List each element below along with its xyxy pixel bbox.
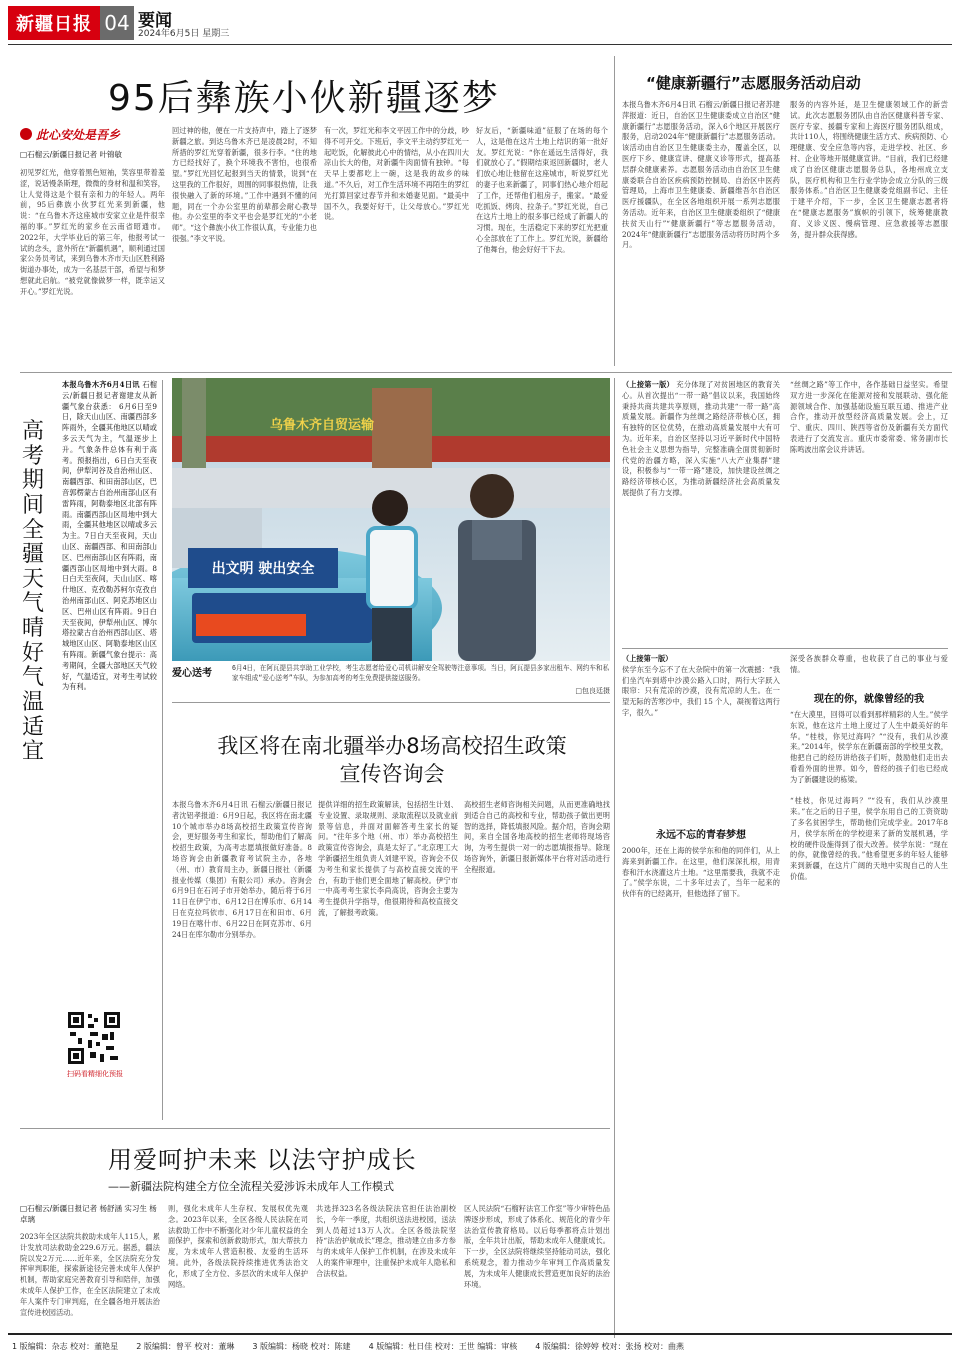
story1-headline: 95后彝族小伙新疆逐梦 — [108, 78, 500, 119]
story1-tag-text: 此心安处是吾乡 — [36, 127, 121, 142]
story3-divider — [162, 380, 163, 1120]
story1-col3: 有一次，罗红光和李文平因工作中的分歧，吵得不可开交。下班后，李文平主动约罗红光一起吃饭，化解彼此心中的情结，从小在四川大凉山长大的他，对新疆牛肉面情有独钟。“每天早上要都吃上一碗，这是我的故乡的味道。”不久后，对工作生活环境不再陌生的罗红光打算回家过春节并和未婚妻见面。“最美中国不久，我要好好干，让父母放心。”罗红光说。 — [324, 126, 469, 222]
story3-text: 6月6日至9日，除天山山区、南疆西部多阵雨外，全疆其他地区以晴或多云天气为主，气温逐步上升。气象条件总体有利于高考。预报指出，6日白天至夜间，伊犁河谷及自治州山区、南疆西部、和田南部山区，巴音郭楞蒙古自治州南部山区有雷阵雨，阿勒泰地区北部有阵雨。南疆西部山区局地中到大雨，全疆其他地区以晴或多云为主。7日白天至夜间，天山山区、南疆西部、和田南部山区、巴州南部山区有阵雨，南疆西部山区局地中到大雨。8日白天至夜间，天山山区、喀什地区、克孜勒苏柯尔克孜自治州南部山区、阿克苏地区山区、巴州山区有阵雨。9日白天至夜间，伊犁州山区、博尔塔拉蒙古自治州西部山区、塔城地区山区、阿勒泰地区山区有阵雨。新疆气象台提示：高考期间，全疆大部地区天气较好，气温适宜，对考生考试较为有利。 — [62, 401, 157, 692]
story6-subtitle: 永远不忘的青春梦想 — [656, 830, 746, 841]
forecast-qr-code[interactable] — [66, 1010, 122, 1066]
story5-col2: “丝绸之路”等工作中，各作基础日益坚实。希望双方进一步深化在能源对接和发展联动、强化能源领域合作、加强基础设施互联互通、推进产业合作，推动开放型经济高质量发展。会上，辽宁、重庆、四川、陕西等省份及新疆有关方面代表进行了交流发言。重庆市委常委、常务副市长陈鸣波出席会议并讲话。 — [790, 380, 948, 454]
footer-item: 2 版编辑：曾平 校对：董琳 — [136, 1341, 235, 1351]
story6-label: （上接第一版） — [622, 654, 673, 663]
story2-col1: 本报乌鲁木齐6月4日讯 石榴云/新疆日报记者苏建萍报道：近日，自治区卫生健康委成立自治区“健康新疆行”志愿服务活动，深入6个地区开展医疗服务，启动2024年“健康新疆行”志愿服务活动。该活动由自治区卫生健康委主办，覆盖全区，以医疗下乡、健康宣讲、健康义诊等形式，提高基层群众健康素养。志愿服务活动由自治区卫生健康委联合自治区疾病预防控制局、自治区中医药管理局，上海市卫生健康委、新疆维吾尔自治区医疗援疆队，在全区各地组织开展一系列志愿服务活动。近年来，自治区卫生健康委组织了“健康扶贫天山行”“健康新疆行”等志愿服务活动，2024年“健康新疆行”志愿服务活动将历时两个多月。 — [622, 100, 780, 250]
footer-item: 3 版编辑：杨晓 校对：陈建 — [252, 1341, 351, 1351]
photo-sign-slogan: 出文明 驶出安全 — [188, 548, 338, 588]
footer-item: 4 版编辑：杜日佳 校对：王世 编辑：审核 — [368, 1341, 518, 1351]
story1-col4: 好友后，“新疆味道”征服了在场的每个人，这是他在这片土地上结识的第一批好友。罗红光说：“你在遥远生活得好，我们就放心了。”假期结束返回新疆时，老人们放心地让他留在这座城市，听说罗红光的妻子也来新疆了，同事们热心地介绍起了工作，还帮他们租房子，搬家。“最爱吃抓饭、烤肉、拉条子。”罗红光说，自己在这片土地上的很多事已经成了新疆人的习惯。现在，生活稳定下来的罗红光把重心全部放在了工作上。罗红光说，新疆给了他舞台，他会好好干下去。 — [476, 126, 608, 254]
story8-text: “桂枝，你见过海吗？”“没有，我们从沙漠里来。”在之后的日子里，侯学东用自己的工资资助了多名贫困学生，帮助他们完成学业。2017年8月，侯学东所在的学校迎来了新的发展机遇，学校的硬件设施得到了很大改善。侯学东说：“现在的你，就像曾经的我。”他希望更多的年轻人能够来到新疆，在这片广阔的天地中实现自己的人生价值。 — [790, 796, 948, 881]
story1-tag — [20, 125, 160, 143]
masthead-rule — [8, 44, 952, 45]
section-label: 要闻 — [138, 11, 172, 31]
photo-credit: □包良廷摄 — [575, 687, 610, 695]
story2-headline: “健康新疆行”志愿服务活动启动 — [646, 74, 861, 92]
story6-col2-text: “在大漠里，回得可以看到那样精彩的人生。”侯学东说，他在这片土地上度过了人生中最美好的年华。“桂枝，你见过海吗？”“没有，我们从沙漠来。”2014年，侯学东在新疆南部的学校里支教，他把自己的经历讲给孩子们听，鼓励他们走出去看看外面的世界。如今，曾经的孩子们也已经成为了新疆建设的栋梁。 — [790, 710, 948, 784]
story5-col1 — [622, 380, 780, 642]
story1-col1: 初见罗红光，他穿着黑色短袖，笑容里带着羞涩，说话慢条斯理，微微的身材和温和笑容，让人觉得这是个很有亲和力的年轻人。两年前，95后彝族小伙罗红光来到新疆，他说：“在乌鲁木齐这座城市安家立业是件很幸福的事。”罗红光的家乡在云南省昭通市。2022年，大学毕业后的第三年，他报考试一试的念头，意外所在“新疆机遇”，顺利通过国家公务员考试，来到乌鲁木齐市天山区胜利路街道办事处，成为一名基层干部，希望与和梦想就此启航。“被党就像做梦一样，既幸运又开心。”罗红光说。 — [20, 168, 165, 296]
story2-col2: 服务的内容外延，是卫生健康领域工作的新尝试。此次志愿服务团队由自治区健康科普专家、医疗专家、援疆专家和上海医疗服务团队组成，共计110人，将围绕健康生活方式、疾病预防、心理健康、安全应急等内容，走进学校、社区、乡村、企业等地开展健康宣讲。“目前，我们已经建成了自治区健康志愿服务总队，各地州成立支队，医疗机构和卫生行业学协会成立分队的三级服务体系。”自治区卫生健康委党组副书记、主任于建平介绍，下一步，全区卫生健康志愿者将在“健康志愿服务”旗帜的引领下，统筹健康教育、义诊义医、慢病管理、应急救援等志愿服务，提升群众获得感。 — [790, 100, 948, 239]
story4-col1: 本报乌鲁木齐6月4日讯 石榴云/新疆日报记者沈铝孝报道：6月9日起，我区将在南北疆10个城市举办8场高校招生政策宣传咨询会，更好服务考生和家长，帮助他们了解高校招生政策，为高考志愿填报做好准备。8场咨询会由新疆教育考试院主办，各地（州、市）教育局主办，新疆日报社（新疆报业传媒（集团）有限公司）承办。咨询会6月9日在石河子市开始举办，随后将于6月11日在伊宁市、6月12日在博乐市、6月14日在克拉玛依市、6月17日在和田市、6月19日在喀什市、6月22日在阿克苏市、6月24日在库尔勒市分别举办。 — [172, 800, 312, 939]
right-col-divider — [614, 378, 615, 1338]
story-divider-3 — [622, 648, 948, 649]
story3-headline: 高考期间全疆天气晴好气温适宜 — [22, 419, 45, 765]
story7-col3: 共选择323名各级法院法官担任法治副校长，今年一季度，共组织送法进校园，送法到人员超过13万人次。全区各级法院坚持“法治护航成长”理念，推动建立由多方参与的未成年人保护工作机制，在涉及未成年人的案件审理中，注重保护未成年人隐私和合法权益。 — [316, 1204, 456, 1278]
story-divider-2 — [172, 702, 610, 703]
story6-col2 — [790, 710, 948, 1328]
page-footer — [8, 1333, 952, 1357]
story6-col2-top: 深受各族群众尊重，也收获了自己的事业与爱情。 — [790, 654, 948, 674]
photo-sign-top: 乌鲁木齐自贸运输 — [270, 418, 375, 433]
story7-col4: 区人民法院“石榴籽法官工作室”等少审特色品牌逐步形成，形成了体系化、规范化的青少年法治宣传教育格局。以后每季都将点计划出版，全年共计出版，帮助未成年人健康成长。下一步，全区法院将继续坚持能动司法，强化系统观念，着力推动少年审判工作高质量发展，为未成年人健康成长营造更加良好的法治环境。 — [464, 1204, 610, 1289]
story7-col1: 2023年全区法院共救助未成年人115人，累计发放司法救助金229.6万元。据悉，疆法院以发2万元……近年来，全区法院充分发挥审判职能，探索新途径完善未成年人保护机制，帮助家庭完善教育引导和陪伴，加强未成年人保护工作，在全区法院建立了未成年人案件专门审判庭，在全疆各地开展法治宣传进校园活动。 — [20, 1232, 160, 1317]
story4-headline: 我区将在南北疆举办8场高校招生政策宣传咨询会 — [217, 734, 567, 787]
story-divider-4 — [20, 1128, 610, 1129]
page-number: 04 — [100, 6, 134, 40]
story6-col1 — [622, 654, 780, 750]
story5-label: （上接第一版） — [622, 380, 674, 389]
story7-headline: 用爱呵护未来 以法守护成长 — [108, 1146, 417, 1174]
issue-date: 2024年6月5日 星期三 — [138, 29, 230, 39]
story4-col2: 提供详细的招生政策解读，包括招生计划、专业设置、录取规则、录取流程以及就业前景等信息，并面对面解答考生家长的疑问。“往年多个地（州、市）举办高校招生政策宣传咨询会，真是太好了。”北京理工大学新疆招生组负责人刘建平说，咨询会不仅为考生和家长提供了与高校直接交流的平台，有助于他们更全面地了解高校。伊宁市一中高考考生家长李尚高说，咨询会主要为考生提供升学指导，他很期待和高校直接交流，了解报考政策。 — [318, 800, 458, 917]
story7-subtitle: ——新疆法院构建全方位全流程关爱涉诉未成年人工作模式 — [108, 1180, 394, 1193]
newspaper-logo: 新疆日报 — [8, 6, 100, 40]
story1-byline: □石榴云/新疆日报记者 叶锦敏 — [20, 150, 122, 159]
story3-lead: 本报乌鲁木齐6月4日讯 — [62, 380, 140, 389]
qr-caption: 扫码看精细化预报 — [67, 1070, 123, 1078]
story3-byline-text: 石榴云/新疆日报记者谢建友从新疆气象台获悉： — [62, 380, 157, 411]
story5-text: 充分体现了对贫困地区的教育关心。从首次提出“一带一路”倡议以来，我国始终秉持共商共建共享原则，推动共建“一带一路”高质量发展。新疆作为丝绸之路经济带核心区，拥有独特的区位优势，在推动高质量发展中大有可为。近年来，自治区坚持以习近平新时代中国特色社会主义思想为指导，完整准确全面贯彻新时代党的治疆方略，深入实施“八大产业集群”建设，积极参与“一带一路”建设，加快建设丝绸之路经济带核心区，为推动新疆经济社会高质量发展提供了有力支撑。 — [622, 380, 780, 497]
footer-item: 1 版编辑：杂志 校对：董艳星 — [12, 1341, 119, 1351]
story3-body — [62, 380, 157, 860]
photo-caption-label: 爱心送考 — [172, 668, 212, 679]
story6-subtitle2: 现在的你，就像曾经的我 — [814, 694, 924, 705]
story6-text: 侯学东至今忘不了在大杂院中的第一次震撼：“我们坐汽车到塔中沙漠公路入口时，两行大字跃入眼帘：只有荒凉的沙漠，没有荒凉的人生。在一望无际的苦寒沙中，我们 15 个人，凝视着这两行字，很久。” — [622, 664, 780, 717]
story2-divider — [614, 56, 615, 366]
story1-tag-icon — [20, 128, 32, 140]
story7-col2: 则，强化未成年人生存权、发展权优先观念。2023年以来，全区各级人民法院在司法救助工作中不断强化对少年儿童权益的全面保护，探索和创新救助形式，加大帮扶力度，为未成年人营造积极、友爱的生活环境。此外，各级法院持续推进优秀法治文化，形成了全方位、多层次的未成年人保护网络。 — [168, 1204, 308, 1289]
footer-item: 4 版编辑：徐婷婷 校对：张扬 校对：曲燕 — [535, 1341, 684, 1351]
qr-code-icon — [66, 1010, 122, 1066]
story1-col2: 回过神的他，便在一片支持声中，踏上了逐梦新疆之旅。到达乌鲁木齐已是凌晨2时，不知所措的罗红光穿着新疆，很多行李。“住的地方已经找好了，换个环境我不害怕，也很希望。”罗红光回忆起报到当天的情景，说到“在这里我的工作很好，周围的同事很热情，让我很快融入了新的环境。”工作中遇到不懂的问题，同在一个办公室里的前辈都会耐心教导他。办公室里的李文平也会是罗红光的“小老师”。“这个彝族小伙工作很认真，专业能力也很强。”李文平说。 — [172, 126, 317, 243]
story7-byline: □石榴云/新疆日报记者 杨舒涵 实习生 杨卓璃 — [20, 1204, 157, 1224]
story-divider-1 — [20, 372, 952, 373]
story6-col1b: 2000年，还在上海的侯学东和他的同伴们，从上海来到新疆工作。在这里，他们深深扎根，用青春和汗水浇灌这片土地。“这里需要我，我就不走了。”侯学东说，二十多年过去了，当年一起来的伙伴有的已经离开，但他选择了留下。 — [622, 846, 780, 899]
photo-caption: 6月4日，在阿瓦提县共享助工业学校，考生志愿者给爱心司机讲解安全驾驶等注意事项。当日，阿瓦提县多家出租车、网约车和私家车组成“爱心送考”车队，为参加高考的考生免费提供接送服务。 — [232, 664, 610, 682]
story4-col3: 高校招生老师咨询相关问题，从而更准确地找到适合自己的高校和专业，帮助孩子做出更明智的选择，降低填报风险。据介绍，咨询会期间，来自全国各地高校的招生老师将现场咨询，为考生提供一对一的志愿填报指导。除现场咨询外，新疆日报新媒体平台将对活动进行全程报道。 — [464, 800, 610, 874]
